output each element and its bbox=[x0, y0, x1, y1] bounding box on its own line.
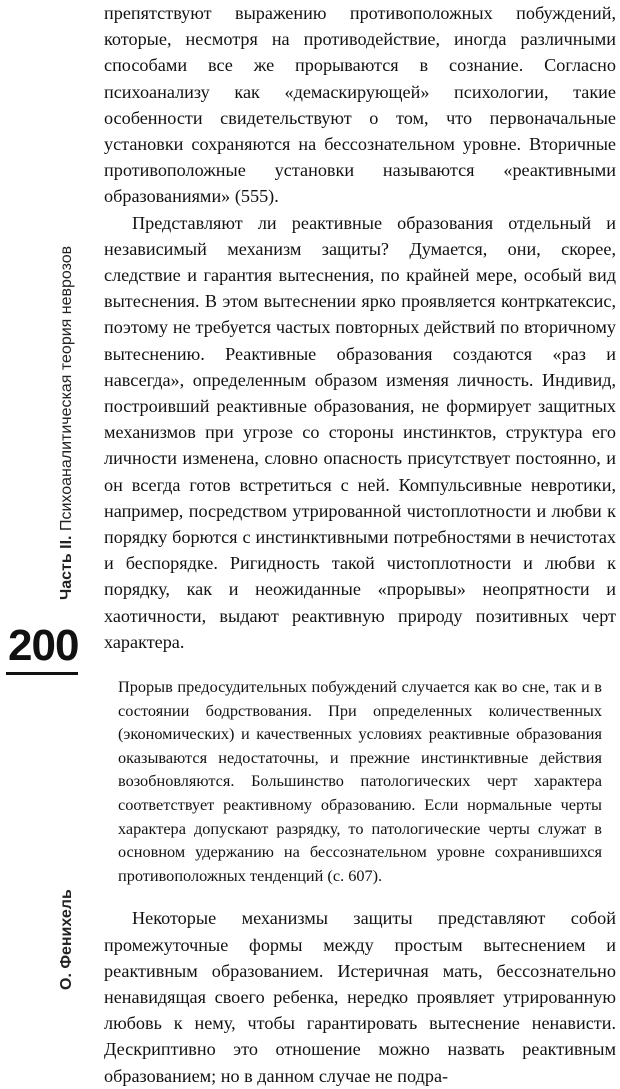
spine-margin bbox=[40, 0, 90, 996]
running-header-part bbox=[58, 246, 76, 600]
page-number-rule bbox=[6, 672, 78, 675]
part-label: Часть II. bbox=[58, 535, 75, 600]
running-header-author: О. Фенихель bbox=[58, 889, 75, 990]
body-text bbox=[104, 0, 616, 1089]
paragraph: Представляют ли реактивные образования отдельный и независимый механизм защиты? Думается, они, скорее, следствие и гарантия вытеснения, по крайней мере, особый вид вытеснения. В этом вытеснении ярко проявляется контркатексис, поэтому не требуется частых повторных действий по вторичному вытеснению. Реактивные образования создаются «раз и навсегда», определенным образом изменяя личность. Индивид, построивший реактивные образования, не формирует защитных механизмов при угрозе со стороны инстинктов, структура его личности изменена, словно опасность присутствует постоянно, и он всегда готов встретиться с ней. Компульсивные невротики, например, посредством утрированной чистоплотности и любви к порядку борются с инстинктивными потребностями в нечистотах и беспорядке. Ригидность такой чистоплотности и любви к порядку, как и неожиданные «прорывы» неопрятности и хаотичности, выдают реактивную природу позитивных черт характера. bbox=[104, 212, 616, 652]
page-number: 200 bbox=[8, 621, 79, 670]
paragraph: Некоторые механизмы защиты представляют собой промежуточные формы между простым вытеснением и реактивным образованием. Истеричная мать, бессознательно ненавидящая своего ребенка, нередко проявляет утрированную любовь к нему, чтобы гарантировать вытеснение ненависти. Дескриптивно это отношение можно назвать реактивным образованием; но в данном случае не подра- bbox=[104, 908, 616, 1086]
block-quote: Прорыв предосудительных побуждений случается как во сне, так и в состоянии бодрствования. При определенных количественных (экономических) и качественных условиях реактивные образования оказываются недостаточны, и прежние инстинктивные действия возобновляются. Большинство патологических черт характера соответствует реактивному образованию. Если нормальные черты характера допускают разрядку, то патологические черты служат в основном удержанию на бессознательном уровне сохранившихся противоположных тенденций (с. 607). bbox=[118, 677, 602, 885]
paragraph-continued: препятствуют выражению противоположных побуждений, которые, несмотря на противодействие, иногда различными способами все же прорываются в сознание. Согласно психоанализу как «демаскирующей» психологии, такие особенности свидетельствуют о том, что первоначальные установки сохраняются на бессознательном уровне. Вторичные противоположные установки называются «реактивными образованиями» (555). bbox=[104, 3, 616, 207]
part-title: Психоаналитическая теория неврозов bbox=[58, 245, 75, 532]
